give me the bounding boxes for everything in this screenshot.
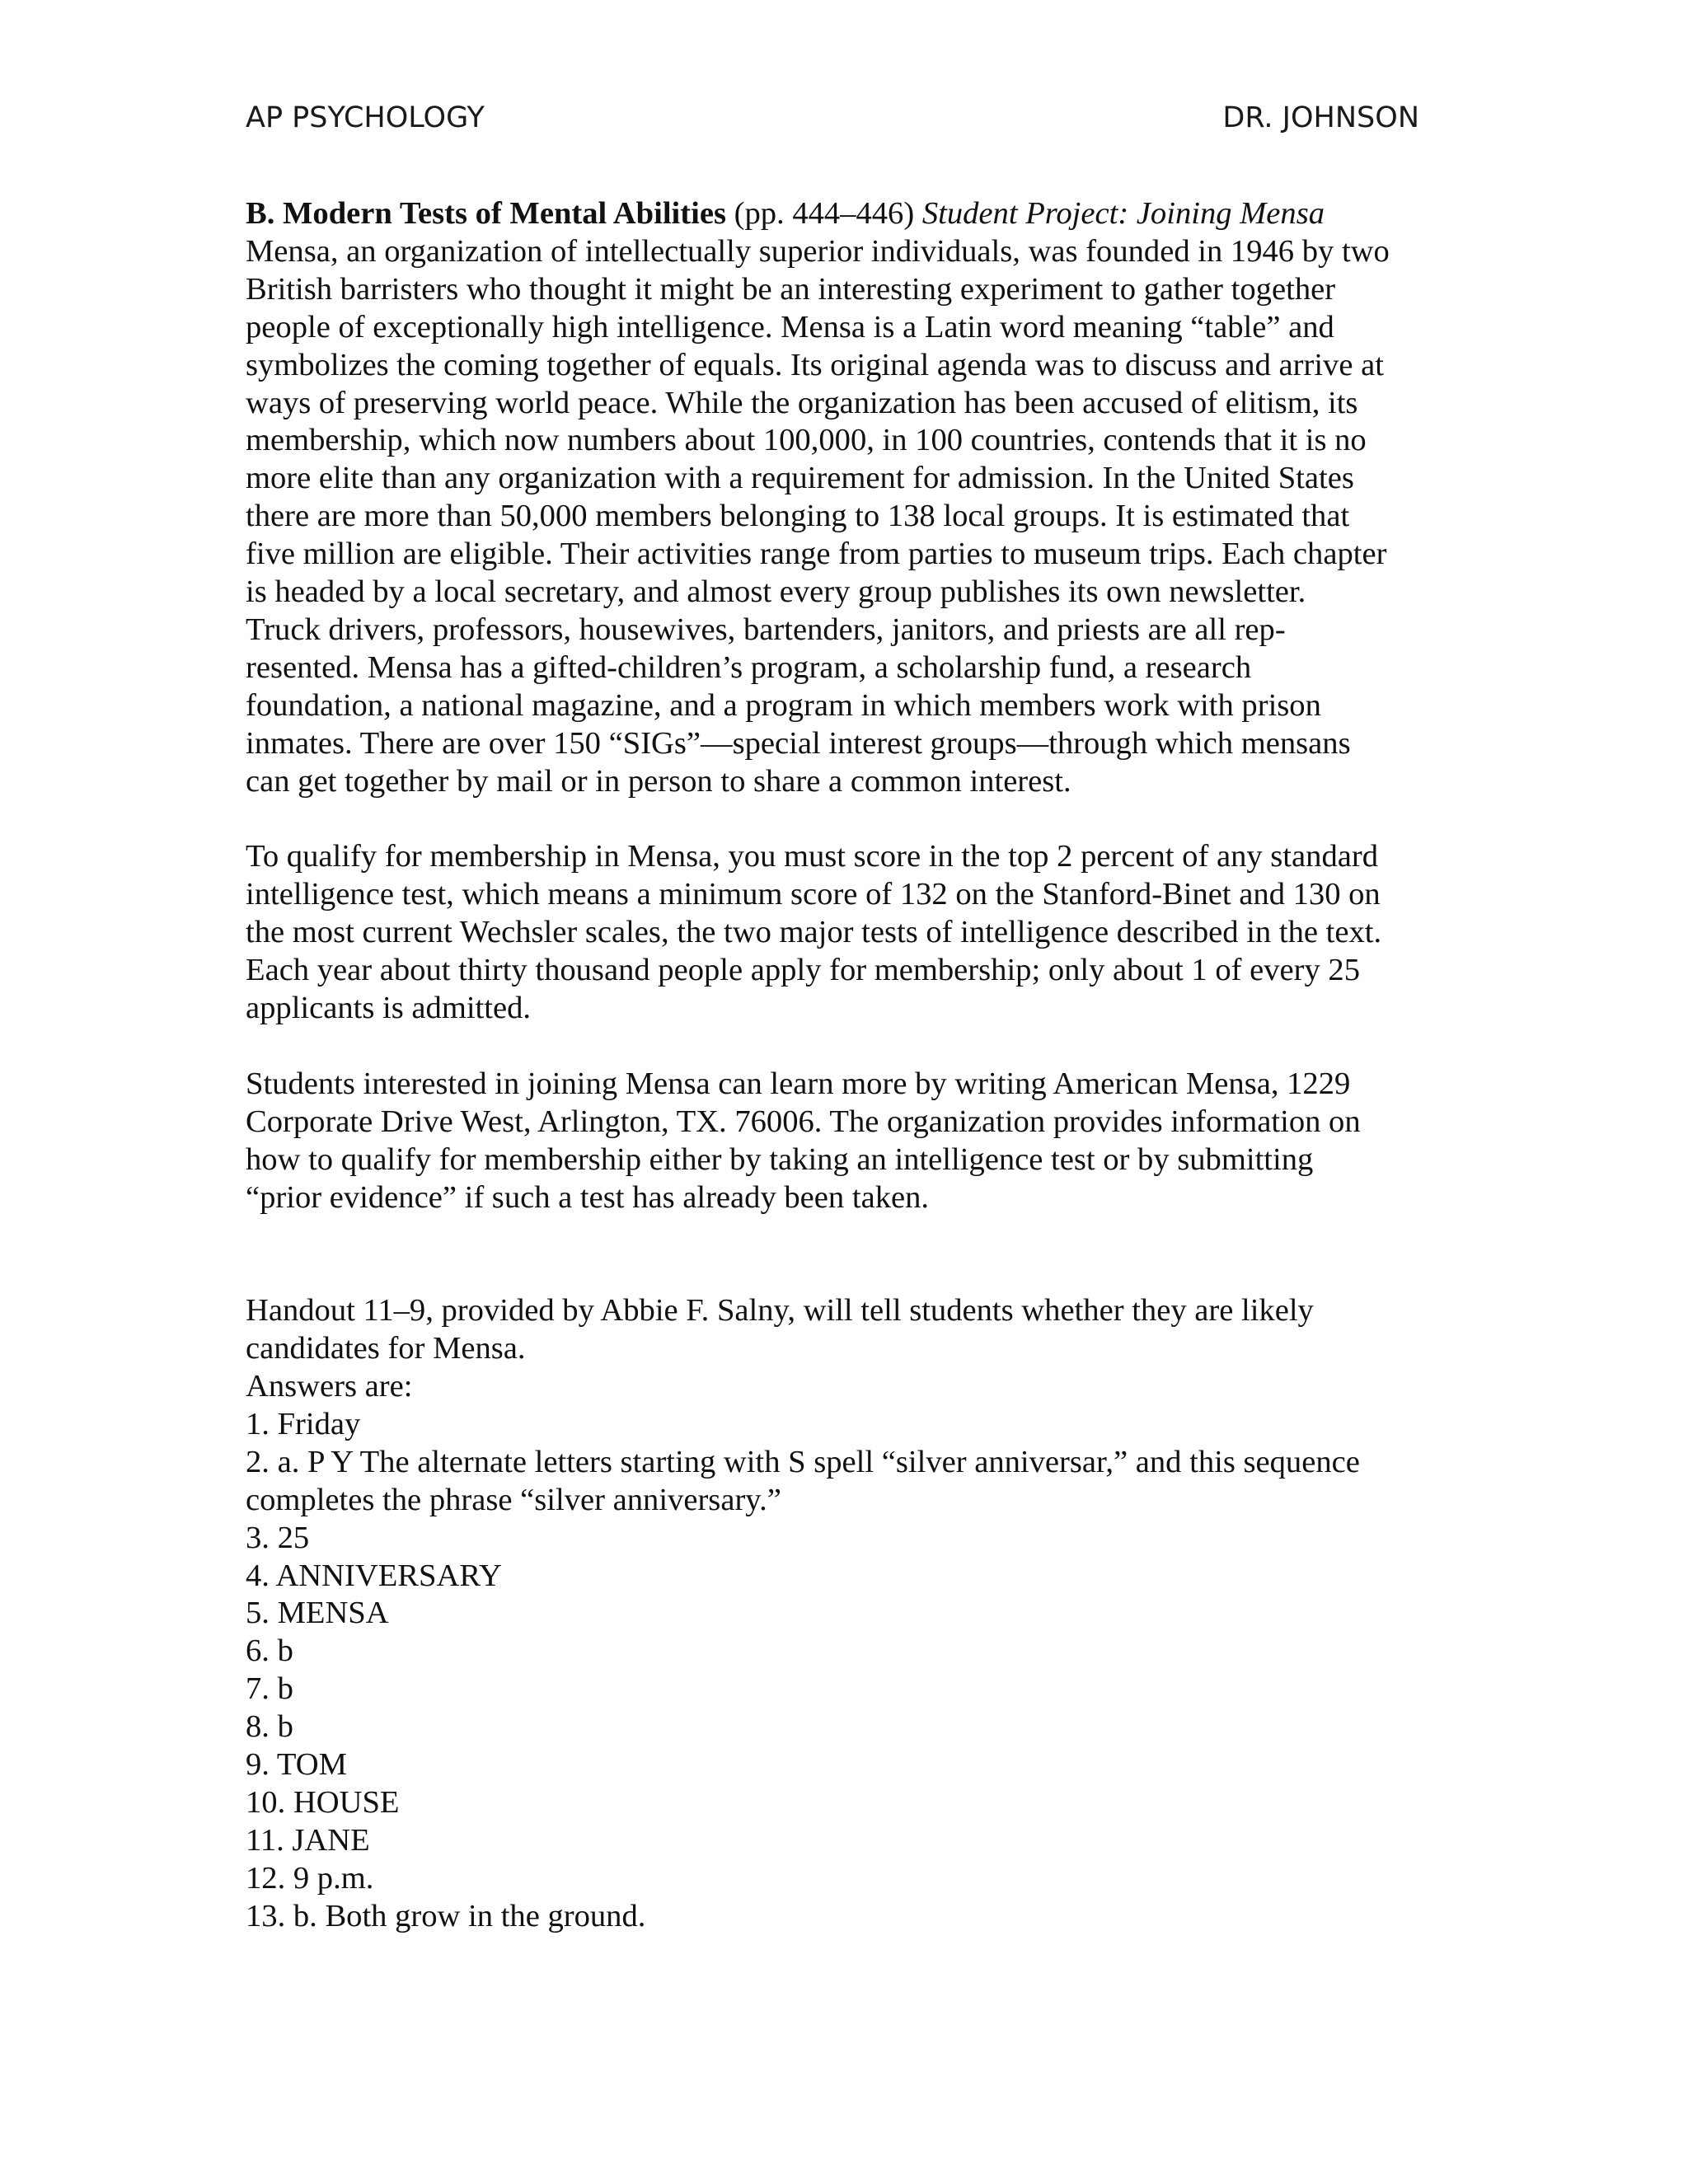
text-line: Handout 11–9, provided by Abbie F. Salny, will tell students whether they are likely bbox=[246, 1293, 1314, 1329]
instructor-name: DR. JOHNSON bbox=[1222, 101, 1419, 134]
paragraph-spacer bbox=[246, 1216, 1432, 1292]
text-line: more elite than any organization with a requirement for admission. In the United States bbox=[246, 461, 1354, 496]
paragraph-contact-info bbox=[246, 1066, 1432, 1217]
page-reference: (pp. 444–446) bbox=[725, 196, 922, 231]
course-title: AP PSYCHOLOGY bbox=[246, 101, 485, 134]
text-line: symbolizes the coming together of equals. Its original agenda was to discuss and arrive at bbox=[246, 347, 1384, 382]
text-line: membership, which now numbers about 100,000, in 100 countries, contends that it is no bbox=[246, 423, 1367, 458]
answer-item: 6. b bbox=[246, 1633, 293, 1669]
paragraph-mensa-history bbox=[246, 233, 1432, 801]
text-line: Each year about thirty thousand people apply for membership; only about 1 of every 25 bbox=[246, 953, 1361, 988]
paragraph-spacer bbox=[246, 801, 1432, 839]
answer-list bbox=[246, 1406, 1432, 1936]
document-body bbox=[246, 195, 1432, 1936]
text-line: intelligence test, which means a minimum score of 132 on the Stanford-Binet and 130 on bbox=[246, 877, 1381, 912]
text-line: five million are eligible. Their activities range from parties to museum trips. Each chapter bbox=[246, 537, 1387, 572]
text-line: the most current Wechsler scales, the two major tests of intelligence described in the text. bbox=[246, 915, 1382, 950]
text-line: people of exceptionally high intelligence. Mensa is a Latin word meaning “table” and bbox=[246, 309, 1334, 344]
text-line: candidates for Mensa. bbox=[246, 1331, 526, 1366]
text-line: there are more than 50,000 members belonging to 138 local groups. It is estimated that bbox=[246, 499, 1350, 534]
text-line: ways of preserving world peace. While the organization has been accused of elitism, its bbox=[246, 385, 1358, 420]
text-line: To qualify for membership in Mensa, you must score in the top 2 percent of any standard bbox=[246, 839, 1378, 874]
text-line: how to qualify for membership either by taking an intelligence test or by submitting bbox=[246, 1141, 1314, 1177]
section-heading: B. Modern Tests of Mental Abilities bbox=[246, 196, 726, 231]
text-line: inmates. There are over 150 “SIGs”—special interest groups—through which mensans bbox=[246, 725, 1351, 761]
text-line: Students interested in joining Mensa can learn more by writing American Mensa, 1229 bbox=[246, 1066, 1351, 1101]
text-line: “prior evidence” if such a test has already been taken. bbox=[246, 1179, 930, 1215]
text-line: is headed by a local secretary, and almost every group publishes its own newsletter. bbox=[246, 574, 1306, 610]
answer-item: completes the phrase “silver anniversary.” bbox=[246, 1482, 781, 1517]
paragraph-membership-requirements bbox=[246, 838, 1432, 1028]
text-line: Mensa, an organization of intellectually superior individuals, was founded in 1946 by two bbox=[246, 233, 1390, 269]
text-line: applicants is admitted. bbox=[246, 991, 532, 1026]
answers-label: Answers are: bbox=[246, 1369, 413, 1404]
text-line: Corporate Drive West, Arlington, TX. 76006. The organization provides information on bbox=[246, 1104, 1361, 1139]
answer-item: 9. TOM bbox=[246, 1747, 347, 1783]
answer-item: 10. HOUSE bbox=[246, 1785, 400, 1821]
answer-item: 8. b bbox=[246, 1709, 293, 1745]
page-header bbox=[246, 97, 1419, 138]
answer-item: 13. b. Both grow in the ground. bbox=[246, 1898, 646, 1933]
text-line: resented. Mensa has a gifted-children’s program, a scholarship fund, a research bbox=[246, 649, 1252, 685]
project-title: Student Project: Joining Mensa bbox=[921, 196, 1325, 231]
answer-item: 4. ANNIVERSARY bbox=[246, 1558, 502, 1593]
answer-item: 5. MENSA bbox=[246, 1596, 389, 1631]
answer-item: 3. 25 bbox=[246, 1520, 310, 1555]
paragraph-handout-intro bbox=[246, 1292, 1432, 1406]
section-title-line bbox=[246, 195, 1432, 233]
text-line: can get together by mail or in person to share a common interest. bbox=[246, 763, 1071, 799]
text-line: Truck drivers, professors, housewives, bartenders, janitors, and priests are all rep- bbox=[246, 612, 1286, 647]
text-line: British barristers who thought it might be an interesting experiment to gather together bbox=[246, 271, 1336, 307]
answer-item: 7. b bbox=[246, 1671, 293, 1707]
paragraph-spacer bbox=[246, 1028, 1432, 1066]
answer-item: 11. JANE bbox=[246, 1822, 370, 1858]
answer-item: 2. a. P Y The alternate letters starting with S spell “silver anniversar,” and this sequence bbox=[246, 1444, 1360, 1479]
text-line: foundation, a national magazine, and a program in which members work with prison bbox=[246, 687, 1321, 723]
answer-item: 1. Friday bbox=[246, 1406, 361, 1441]
answer-item: 12. 9 p.m. bbox=[246, 1860, 374, 1896]
